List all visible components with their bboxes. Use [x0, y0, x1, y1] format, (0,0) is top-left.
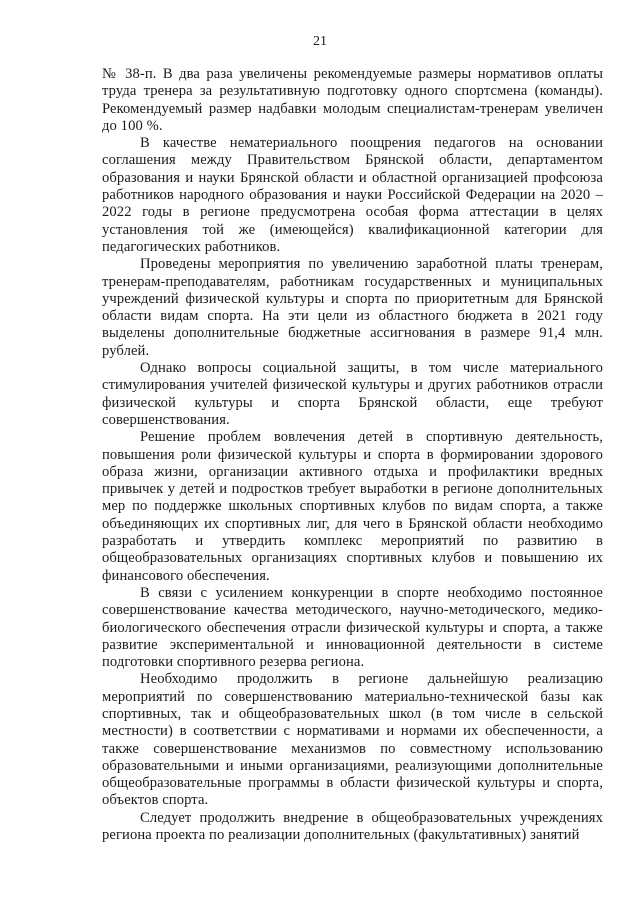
- body-text: [102, 66, 603, 844]
- paragraph-competition: В связи с усилением конкуренции в спорте необходимо постоянное совершенствование качества методического, научно-методического, медико-биологического обеспечения отрасли физической культуры и спорта, а также развитие экспериментальной и инновационной деятельности в системе подготовки спортивного резерва региона.: [102, 584, 603, 671]
- paragraph-social-protection: Однако вопросы социальной защиты, в том числе материального стимулирования учителей физической культуры и других работников отрасли физической культуры и спорта Брянской области, еще требуют совершенствования.: [102, 360, 603, 428]
- paragraph-nonmaterial-incentive: В качестве нематериального поощрения педагогов на основании соглашения между Правительством Брянской области, департаментом образования и науки Брянской области и областной организацией профсоюза работников народного образования и науки Российской Федерации на 2020 – 2022 годы в регионе предусмотрена особая форма аттестации в целях установления той же (имеющейся) квалификационной категории для педагогических работников.: [102, 135, 603, 255]
- page-number: 21: [313, 34, 327, 49]
- paragraph-elective-classes: Следует продолжить внедрение в общеобразовательных учреждениях региона проекта по реализации дополнительных (факультативных) занятий: [102, 809, 603, 844]
- paragraph-salary-increase: Проведены мероприятия по увеличению заработной платы тренерам, тренерам-преподавателям, работникам государственных и муниципальных учреждений физической культуры и спорта по приоритетным для Брянской области видам спорта. На эти цели из областного бюджета в 2021 году выделены дополнительные бюджетные ассигнования в размере 91,4 млн. рублей.: [102, 256, 603, 359]
- paragraph-continuation: № 38-п. В два раза увеличены рекомендуемые размеры нормативов оплаты труда тренера за результативную подготовку одного спортсмена (команды). Рекомендуемый размер надбавки молодым специалистам-тренерам увеличен до 100 %.: [102, 66, 603, 134]
- paragraph-school-sport-clubs: Решение проблем вовлечения детей в спортивную деятельность, повышения роли физической культуры и спорта в формировании здорового образа жизни, организации активного отдыха и профилактики вредных привычек у детей и подростков требует выработки в регионе дополнительных мер по поддержке школьных спортивных клубов по видам спорта, а также объединяющих их спортивных лиг, для чего в Брянской области необходимо разработать и утвердить комплекс мероприятий по развитию в общеобразовательных организациях спортивных клубов и повышению их финансового обеспечения.: [102, 429, 603, 584]
- paragraph-material-base: Необходимо продолжить в регионе дальнейшую реализацию мероприятий по совершенствованию материально-технической базы как спортивных, так и общеобразовательных школ (в том числе в сельской местности) в соответствии с нормативами и нормами их обеспеченности, а также совершенствование механизмов по совместному использованию образовательными и иными организациями, реализующими дополнительные общеобразовательные программы в области физической культуры и спорта, объектов спорта.: [102, 671, 603, 809]
